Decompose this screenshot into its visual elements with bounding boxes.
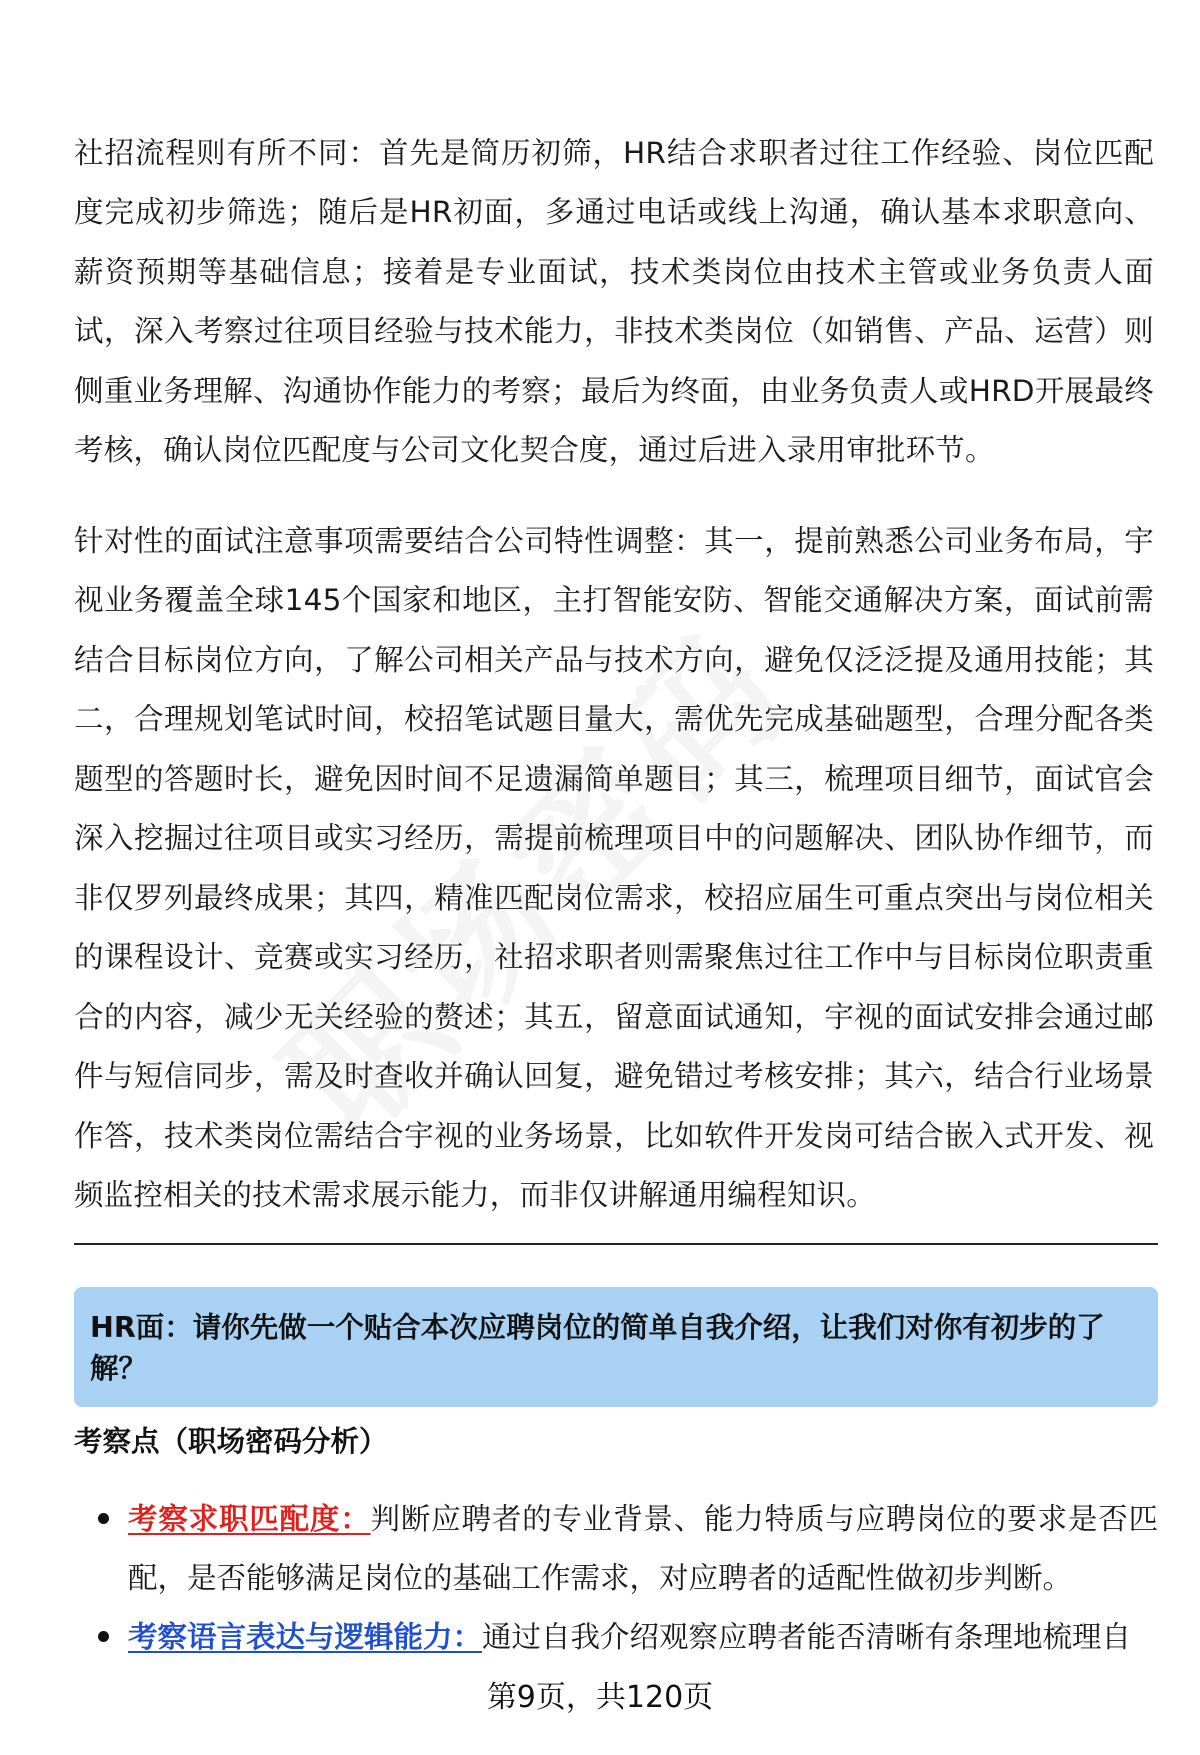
question-text: HR面：请你先做一个贴合本次应聘岗位的简单自我介绍，让我们对你有初步的了解？ [90, 1311, 1105, 1385]
paragraph-social-recruitment: 社招流程则有所不同：首先是简历初筛，HR结合求职者过往工作经验、岗位匹配度完成初步筛选；随后是HR初面，多通过电话或线上沟通，确认基本求职意向、薪资预期等基础信息；接着是专业面试，技术类岗位由技术主管或业务负责人面试，深入考察过往项目经验与技术能力，非技术类岗位（如销售、产品、运营）则侧重业务理解、沟通协作能力的考察；最后为终面，由业务负责人或HRD开展最终考核，确认岗位匹配度与公司文化契合度，通过后进入录用审批环节。 [74, 135, 1154, 467]
bullet-icon [98, 1631, 109, 1642]
bullet-keyword: 考察语言表达与逻辑能力： [128, 1620, 483, 1654]
paragraph-interview-tips: 针对性的面试注意事项需要结合公司特性调整：其一，提前熟悉公司业务布局，宇视业务覆盖全球145个国家和地区，主打智能安防、智能交通解决方案，面试前需结合目标岗位方向，了解公司相关产品与技术方向，避免仅泛泛提及通用技能；其二，合理规划笔试时间，校招笔试题目量大，需优先完成基础题型，合理分配各类题型的答题时长，避免因时间不足遗漏简单题目；其三，梳理项目细节，面试官会深入挖掘过往项目或实习经历，需提前梳理项目中的问题解决、团队协作细节，而非仅罗列最终成果；其四，精准匹配岗位需求，校招应届生可重点突出与岗位相关的课程设计、竞赛或实习经历，社招求职者则需聚焦过往工作中与目标岗位职责重合的内容，减少无关经验的赘述；其五，留意面试通知，宇视的面试安排会通过邮件与短信同步，需及时查收并确认回复，避免错过考核安排；其六，结合行业场景作答，技术类岗位需结合宇视的业务场景，比如软件开发岗可结合嵌入式开发、视频监控相关的技术需求展示能力，而非仅讲解通用编程知识。 [74, 523, 1154, 1212]
bullet-text: 判断应聘者的专业背景、能力特质与应聘岗位的要求是否匹配，是否能够满足岗位的基础工作需求，对应聘者的适配性做初步判断。 [128, 1502, 1158, 1595]
section-divider [74, 1243, 1158, 1245]
assessment-points-list [0, 1490, 1200, 1667]
bullet-icon [98, 1513, 109, 1524]
bullet-text: 通过自我介绍观察应聘者能否清晰有条理地梳理自 [482, 1620, 1132, 1654]
page-number: 第9页，共120页 [486, 1680, 714, 1715]
section-title: 考察点（职场密码分析） [74, 1425, 388, 1458]
list-item [128, 1490, 1158, 1608]
question-callout [74, 1287, 1158, 1407]
bullet-keyword: 考察求职匹配度： [128, 1502, 371, 1536]
list-item [128, 1608, 1158, 1667]
